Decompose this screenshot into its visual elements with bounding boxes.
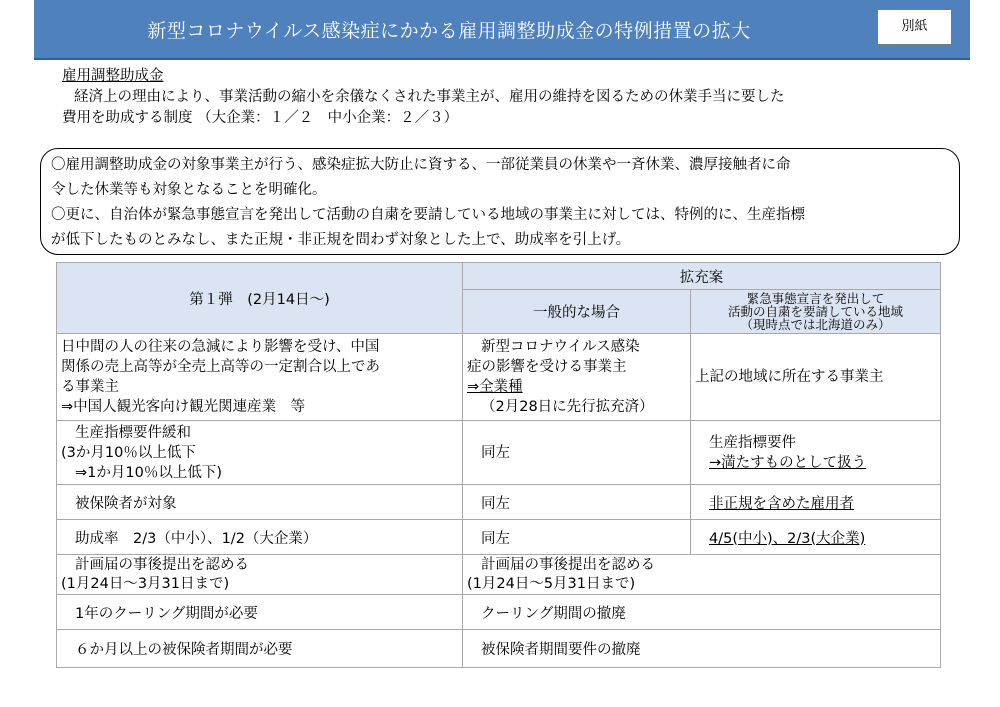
cell-line-underlined: 4/5(中小)、2/3(大企業) bbox=[709, 530, 866, 547]
emergency-header-line3: （現時点では北海道のみ） bbox=[740, 317, 891, 332]
table-cell bbox=[463, 485, 691, 520]
table-cell bbox=[463, 555, 941, 595]
cell-line: 日中間の人の往来の急減により影響を受け、中国 bbox=[61, 339, 380, 355]
cell-line: 同左 bbox=[481, 530, 510, 547]
cell-line bbox=[695, 453, 936, 473]
table-row bbox=[57, 595, 941, 630]
cell-line: クーリング期間の撤廃 bbox=[481, 605, 626, 622]
cell-line: 上記の地域に所在する事業主 bbox=[695, 369, 884, 385]
notice-p2-line2: が低下したものとみなし、また正規・非正規を問わず対象とした上で、助成率を引上げ。 bbox=[51, 232, 631, 248]
table-cell bbox=[691, 421, 941, 485]
cell-line: 同左 bbox=[481, 444, 510, 461]
table-cell bbox=[57, 630, 463, 668]
attachment-badge: 別紙 bbox=[877, 9, 952, 45]
cell-line: 被保険者が対象 bbox=[75, 495, 177, 512]
comparison-table bbox=[56, 262, 941, 668]
cell-line: ⇒全業種 bbox=[467, 379, 523, 395]
cell-line: (1月24日～3月31日まで) bbox=[61, 575, 230, 592]
table-cell bbox=[463, 630, 941, 668]
cell-line: 助成率 2/3（中小）、1/2（大企業） bbox=[75, 530, 318, 547]
cell-line: ⇒1か月10％以上低下) bbox=[75, 464, 222, 481]
table-cell bbox=[57, 555, 463, 595]
cell-line-underlined: 非正規を含めた雇用者 bbox=[709, 495, 854, 512]
cell-line: 同左 bbox=[481, 495, 510, 512]
page-title: 新型コロナウイルス感染症にかかる雇用調整助成金の特例措置の拡大 bbox=[147, 20, 751, 42]
notice-p1-line1: 〇雇用調整助成金の対象事業主が行う、感染症拡大防止に資する、一部従業員の休業や一斉休業、濃厚接触者に命 bbox=[51, 157, 791, 173]
cell-line: ６か月以上の被保険者期間が必要 bbox=[75, 642, 293, 658]
table-row bbox=[57, 485, 941, 520]
notice-p1-line2: 令した休業等も対象となることを明確化。 bbox=[51, 182, 327, 198]
cell-line: 計画届の事後提出を認める bbox=[481, 556, 655, 573]
notice-p2-line1: 〇更に、自治体が緊急事態宣言を発出して活動の自粛を要請している地域の事業主に対しては、特例的に、生産指標 bbox=[51, 207, 805, 223]
table-cell bbox=[691, 334, 941, 421]
emergency-header-line2: 活動の自粛を要請している地域 bbox=[727, 304, 903, 319]
intro-line-2: 費用を助成する制度 （大企業：１／２ 中小企業：２／３） bbox=[62, 110, 459, 126]
cell-line: （2月28日に先行拡充済） bbox=[481, 399, 654, 415]
table-row bbox=[57, 334, 941, 421]
table-cell bbox=[463, 520, 691, 555]
table-cell bbox=[691, 520, 941, 555]
cell-line: 生産指標要件緩和 bbox=[75, 424, 191, 441]
table-cell bbox=[57, 485, 463, 520]
cell-line: 生産指標要件 bbox=[709, 434, 796, 451]
intro-title: 雇用調整助成金 bbox=[62, 68, 164, 84]
table-cell bbox=[463, 334, 691, 421]
notice-box bbox=[40, 148, 960, 255]
table-cell bbox=[691, 485, 941, 520]
cell-line: る事業主 bbox=[61, 379, 119, 395]
intro-line-1: 経済上の理由により、事業活動の縮小を余儀なくされた事業主が、雇用の維持を図るための休業手当に要した bbox=[74, 89, 785, 105]
intro-section bbox=[62, 66, 785, 129]
emergency-header-line1: 緊急事態宣言を発出して bbox=[746, 291, 885, 306]
table-cell bbox=[57, 421, 463, 485]
general-case-header: 一般的な場合 bbox=[463, 290, 691, 334]
table-row bbox=[57, 421, 941, 485]
title-banner bbox=[34, 0, 970, 60]
table-row bbox=[57, 555, 941, 595]
cell-line-underlined: →満たすものとして扱う bbox=[709, 454, 867, 471]
table-cell bbox=[463, 595, 941, 630]
table-row bbox=[57, 520, 941, 555]
cell-line: ⇒中国人観光客向け観光関連産業 等 bbox=[61, 399, 306, 415]
cell-line: (1月24日～5月31日まで) bbox=[467, 575, 636, 592]
table-cell bbox=[57, 334, 463, 421]
expansion-header: 拡充案 bbox=[463, 263, 941, 290]
cell-line: 新型コロナウイルス感染 bbox=[481, 339, 640, 355]
cell-line: 計画届の事後提出を認める bbox=[75, 556, 249, 573]
cell-line: 1年のクーリング期間が必要 bbox=[75, 605, 258, 622]
table-row bbox=[57, 630, 941, 668]
first-phase-header: 第１弾 (2月14日～) bbox=[57, 263, 463, 334]
cell-line: 被保険者期間要件の撤廃 bbox=[481, 642, 641, 658]
table-cell bbox=[57, 520, 463, 555]
emergency-area-header bbox=[691, 290, 941, 334]
cell-line: (3か月10％以上低下 bbox=[61, 444, 196, 461]
table-cell bbox=[463, 421, 691, 485]
cell-line: 症の影響を受ける事業主 bbox=[467, 359, 627, 375]
cell-line: 関係の売上高等が全売上高等の一定割合以上であ bbox=[61, 359, 380, 375]
table-cell bbox=[57, 595, 463, 630]
